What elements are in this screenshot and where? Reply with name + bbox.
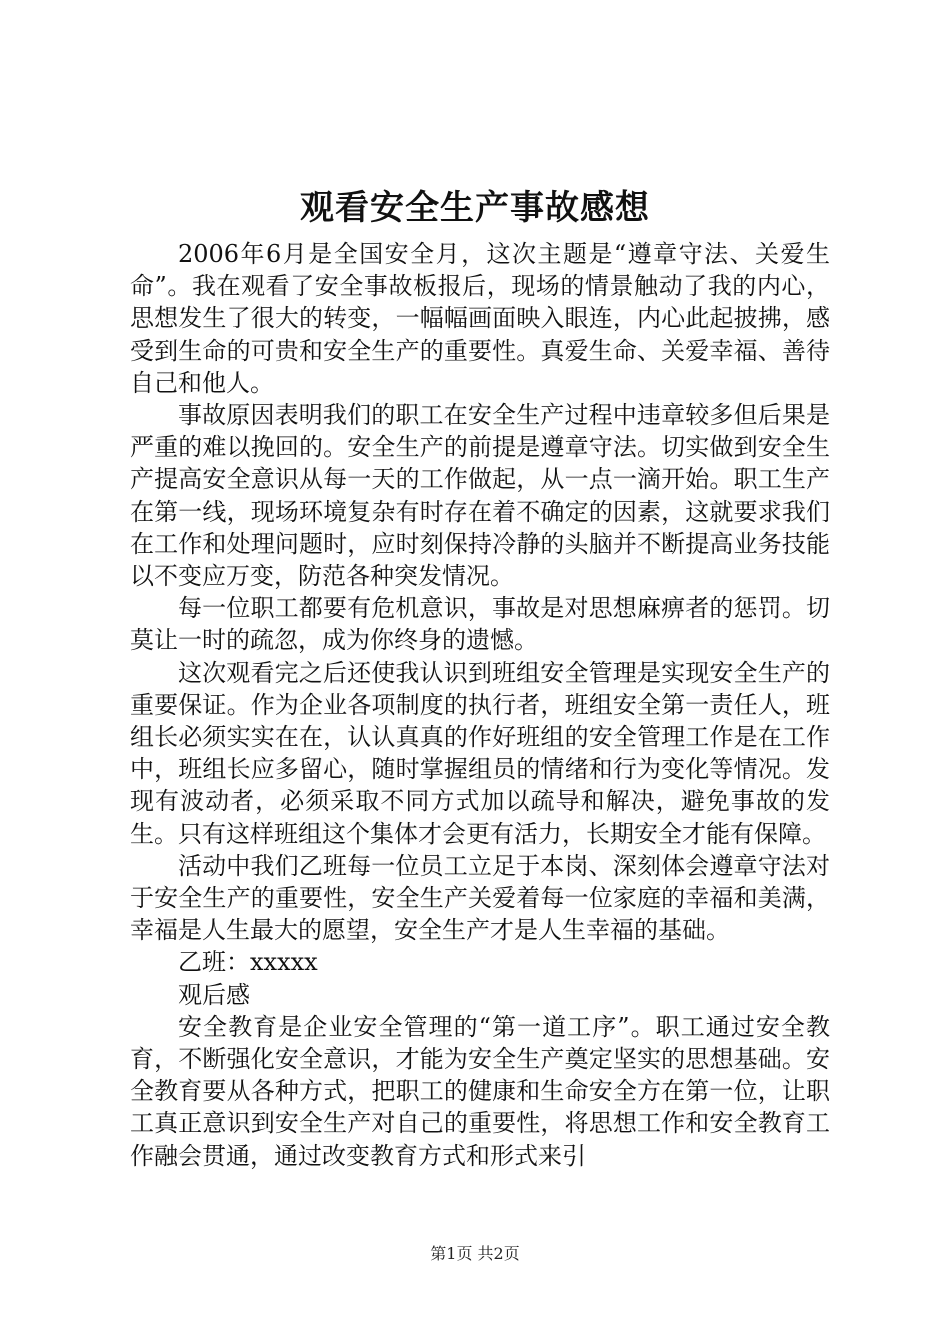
- paragraph-2: 事故原因表明我们的职工在安全生产过程中违章较多但后果是严重的难以挽回的。安全生产的前提是遵章守法。切实做到安全生产提高安全意识从每一天的工作做起，从一点一滴开始。职工生产在第一线，现场环境复杂有时存在着不确定的因素，这就要求我们在工作和处理问题时，应时刻保持冷静的头脑并不断提高业务技能以不变应万变，防范各种突发情况。: [130, 401, 830, 591]
- signature-line: 乙班：xxxxx: [178, 948, 318, 977]
- page-number-footer: 第1页 共2页: [430, 1244, 520, 1263]
- paragraph-5: 活动中我们乙班每一位员工立足于本岗、深刻体会遵章守法对于安全生产的重要性，安全生产关爱着每一位家庭的幸福和美满，幸福是人生最大的愿望，安全生产才是人生幸福的基础。: [130, 851, 830, 945]
- paragraph-1: 2006年6月是全国安全月，这次主题是“遵章守法、关爱生命”。我在观看了安全事故板报后，现场的情景触动了我的内心，思想发生了很大的转变，一幅幅画面映入眼连，内心此起披拂，感受到生命的可贵和安全生产的重要性。真爱生命、关爱幸福、善待自己和他人。: [130, 240, 830, 397]
- paragraph-3: 每一位职工都要有危机意识，事故是对思想麻痹者的惩罚。切莫让一时的疏忽，成为你终身的遗憾。: [130, 594, 830, 655]
- document-body: [130, 238, 830, 1172]
- paragraph-6: 安全教育是企业安全管理的“第一道工序”。职工通过安全教育，不断强化安全意识，才能为安全生产奠定坚实的思想基础。安全教育要从各种方式，把职工的健康和生命安全方在第一位，让职工真正意识到安全生产对自己的重要性，将思想工作和安全教育工作融会贯通，通过改变教育方式和形式来引: [130, 1012, 830, 1170]
- document-title: 观看安全生产事故感想: [300, 188, 650, 228]
- paragraph-4: 这次观看完之后还使我认识到班组安全管理是实现安全生产的重要保证。作为企业各项制度的执行者，班组安全第一责任人，班组长必须实实在在，认认真真的作好班组的安全管理工作是在工作中，班组长应多留心，随时掌握组员的情绪和行为变化等情况。发现有波动者，必须采取不同方式加以疏导和解决，避免事故的发生。只有这样班组这个集体才会更有活力，长期安全才能有保障。: [130, 658, 830, 848]
- section-heading: 观后感: [178, 980, 250, 1009]
